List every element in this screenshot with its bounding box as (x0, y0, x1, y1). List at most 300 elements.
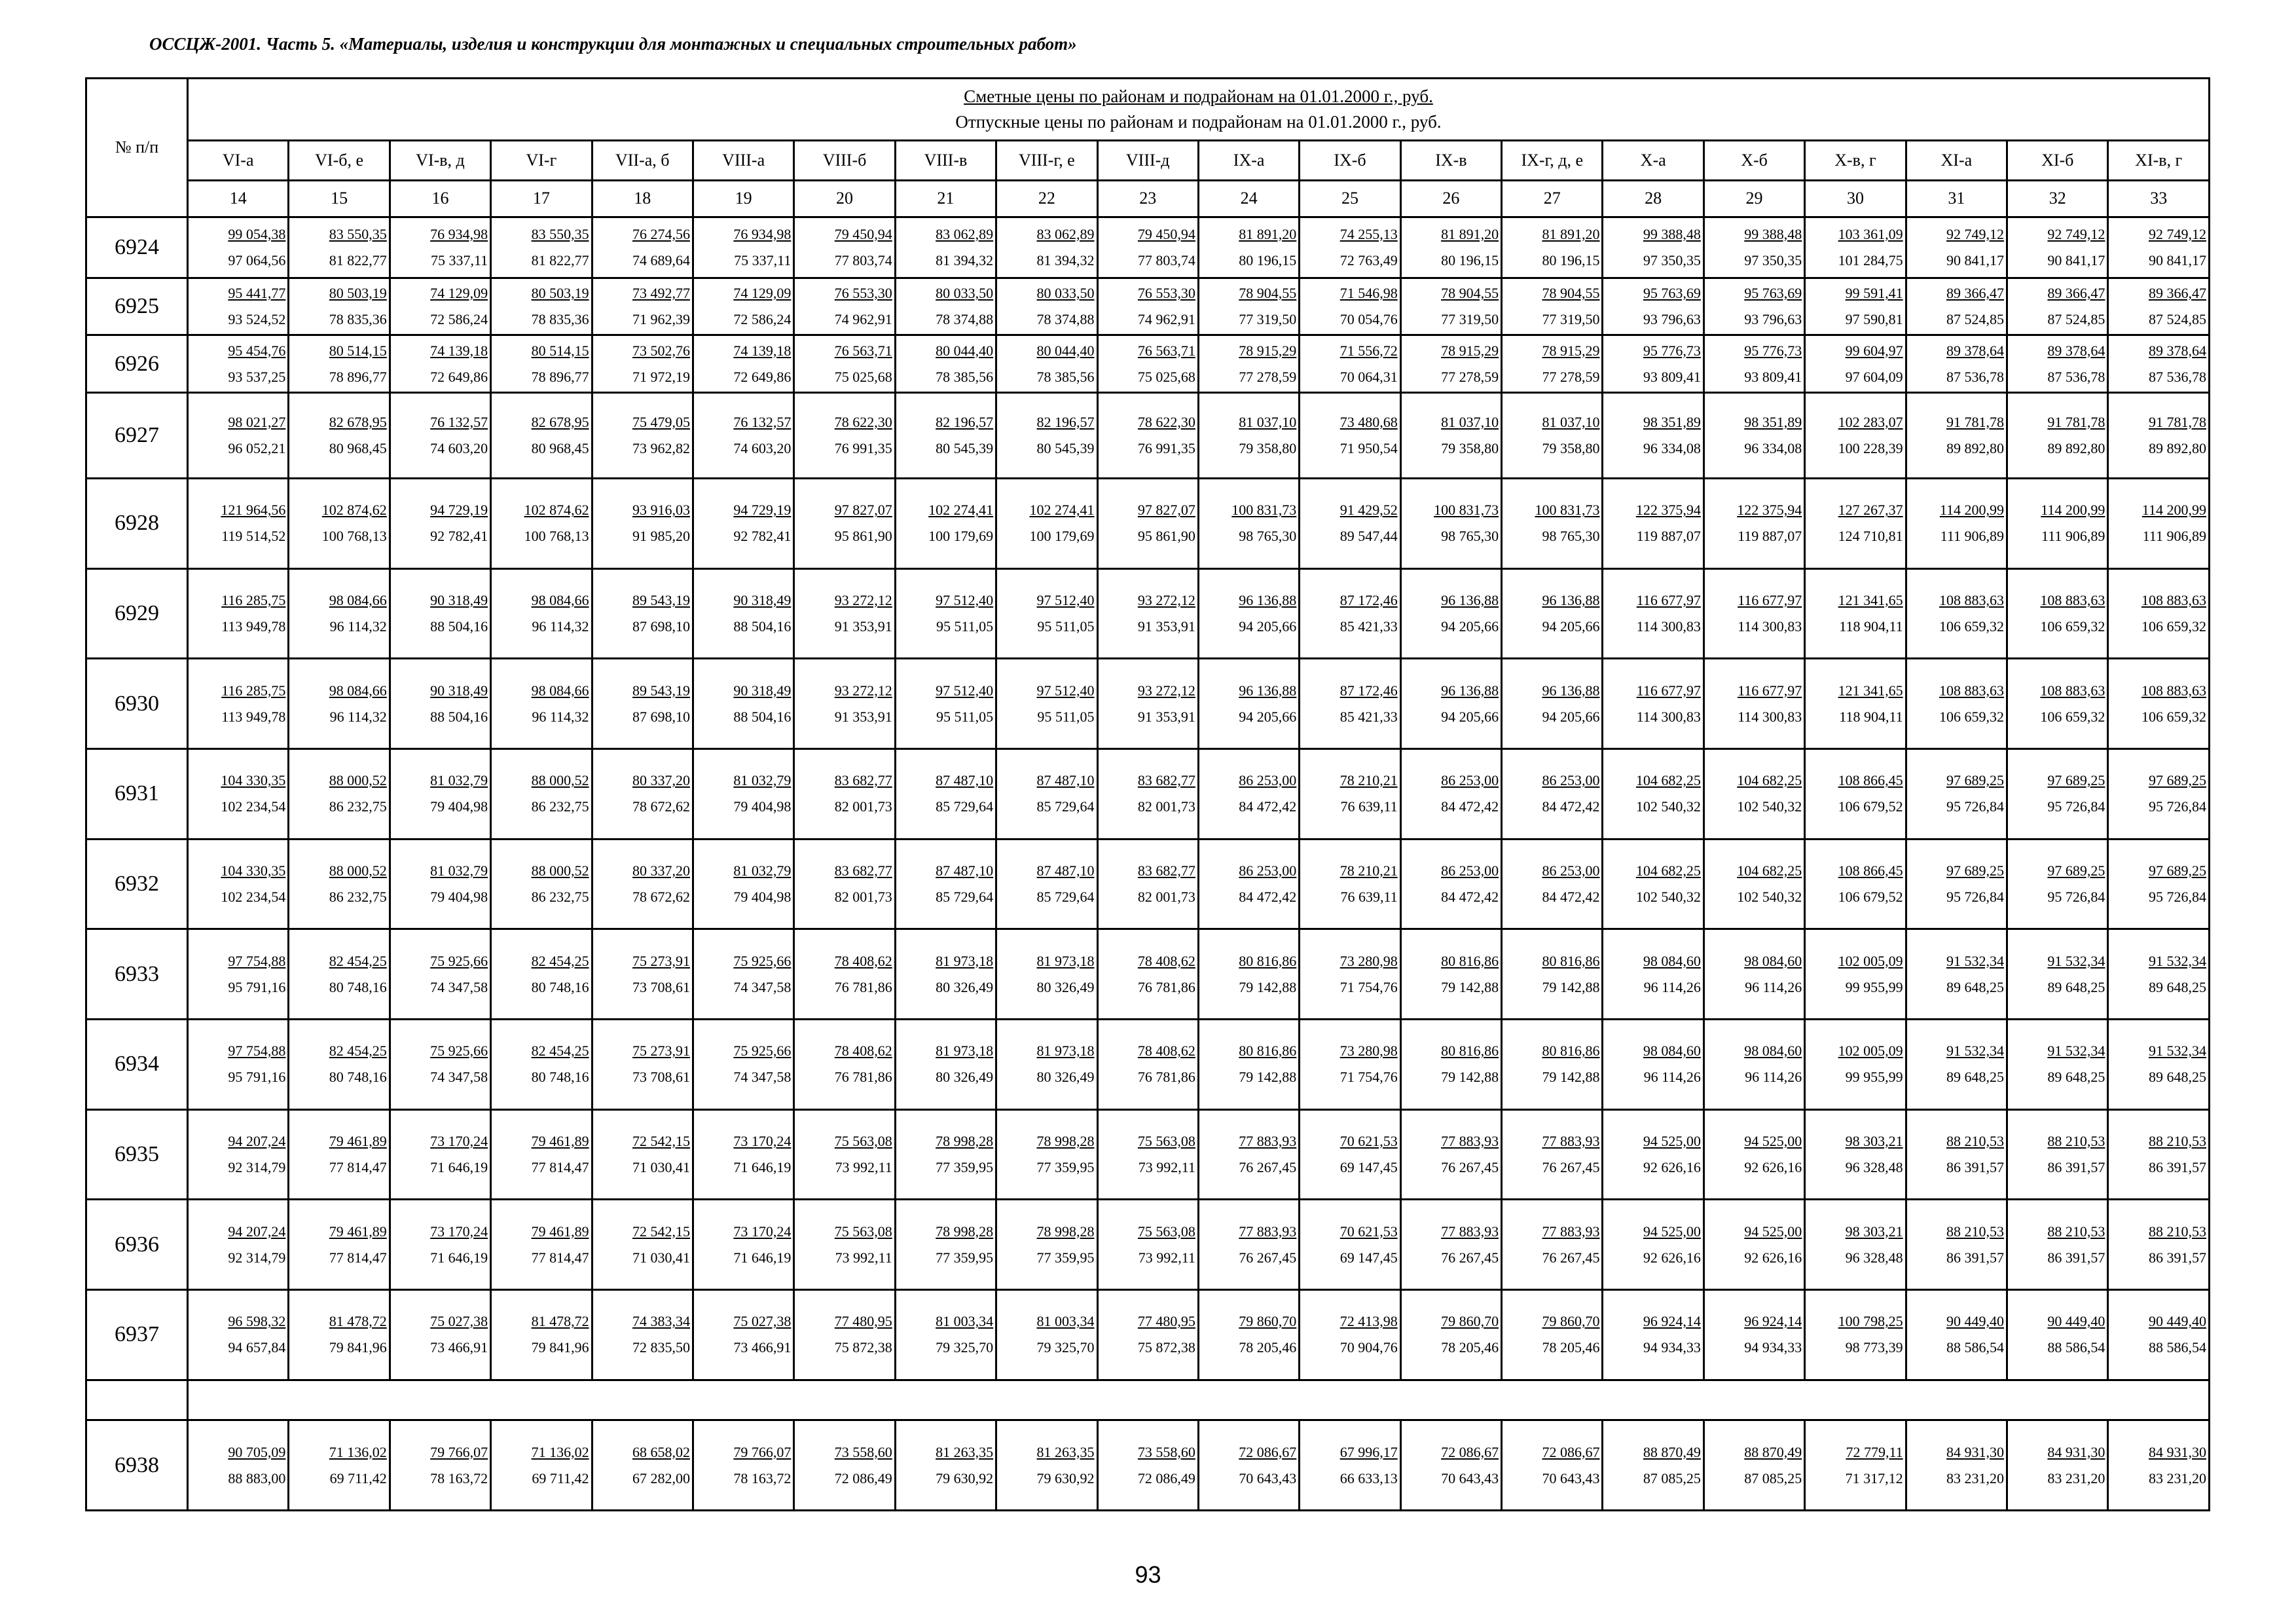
release-price: 79 358,80 (1239, 439, 1297, 456)
estimated-price: 78 408,62 (1137, 1043, 1195, 1060)
release-price: 86 232,75 (531, 798, 589, 815)
price-cell (1502, 1020, 1603, 1110)
price-cell (491, 217, 592, 278)
price-cell (1300, 1109, 1400, 1200)
estimated-price: 88 210,53 (1946, 1223, 2005, 1240)
price-cell (1097, 1200, 1198, 1290)
release-price: 96 114,26 (1745, 978, 1802, 995)
price-cell (1805, 479, 1906, 569)
price-cell (2007, 1020, 2108, 1110)
estimated-price: 72 413,98 (1339, 1313, 1398, 1330)
estimated-price: 87 487,10 (936, 772, 994, 789)
estimated-price: 81 891,20 (1542, 225, 1600, 242)
estimated-price: 74 255,13 (1339, 225, 1398, 242)
price-cell (895, 392, 996, 478)
release-price: 96 052,21 (228, 439, 286, 456)
release-price: 83 231,20 (2047, 1469, 2105, 1486)
estimated-price: 97 689,25 (1946, 862, 2005, 879)
estimated-price: 90 318,49 (733, 592, 792, 609)
release-price: 74 347,58 (733, 1069, 792, 1086)
row-id: 6930 (86, 659, 188, 749)
estimated-price: 75 027,38 (733, 1313, 792, 1330)
estimated-price: 93 272,12 (834, 592, 892, 609)
release-price: 78 385,56 (936, 368, 994, 385)
release-price: 88 586,54 (2148, 1339, 2206, 1356)
price-cell (390, 1420, 490, 1511)
release-price: 76 781,86 (1137, 1069, 1195, 1086)
release-price: 97 590,81 (1845, 311, 1903, 328)
estimated-price: 87 172,46 (1339, 592, 1398, 609)
estimated-price: 89 366,47 (2047, 285, 2105, 302)
estimated-price: 89 378,64 (2148, 342, 2206, 359)
estimated-price: 94 207,24 (228, 1223, 286, 1240)
estimated-price: 86 253,00 (1542, 862, 1600, 879)
estimated-price: 96 136,88 (1542, 682, 1600, 699)
estimated-price: 88 000,52 (531, 772, 589, 789)
estimated-price: 91 532,34 (2148, 952, 2206, 969)
release-price: 78 163,72 (733, 1469, 792, 1486)
price-cell (2108, 568, 2210, 659)
price-cell (996, 278, 1097, 335)
release-price: 77 803,74 (834, 251, 892, 268)
estimated-price: 88 210,53 (2047, 1132, 2105, 1149)
release-price: 102 540,32 (1635, 889, 1701, 906)
price-cell (1603, 568, 1704, 659)
estimated-price: 89 366,47 (1946, 285, 2005, 302)
release-price: 79 142,88 (1441, 1069, 1499, 1086)
price-cell (996, 1420, 1097, 1511)
release-price: 91 353,91 (1137, 618, 1195, 635)
price-cell (1704, 929, 1804, 1020)
estimated-price: 75 027,38 (430, 1313, 488, 1330)
separator-row (86, 1380, 2210, 1420)
release-price: 77 814,47 (329, 1158, 387, 1175)
release-price: 75 872,38 (1137, 1339, 1195, 1356)
region-header: X-а (1603, 140, 1704, 181)
estimated-price: 76 132,57 (430, 413, 488, 430)
estimated-price: 99 591,41 (1845, 285, 1903, 302)
column-number: 30 (1805, 181, 1906, 217)
release-price: 88 586,54 (1946, 1339, 2005, 1356)
release-price: 95 726,84 (1946, 889, 2005, 906)
release-price: 88 504,16 (733, 618, 792, 635)
price-cell (1198, 392, 1299, 478)
estimated-price: 98 303,21 (1845, 1132, 1903, 1149)
price-cell (2108, 217, 2210, 278)
estimated-price: 95 763,69 (1744, 285, 1802, 302)
estimated-price: 71 556,72 (1339, 342, 1398, 359)
estimated-price: 88 210,53 (2047, 1223, 2105, 1240)
estimated-price: 80 514,15 (329, 342, 387, 359)
estimated-price: 104 682,25 (1737, 772, 1802, 789)
release-price: 72 649,86 (733, 368, 792, 385)
release-price: 71 030,41 (632, 1249, 690, 1266)
estimated-price: 97 512,40 (936, 592, 994, 609)
release-price: 93 796,63 (1744, 311, 1802, 328)
release-price: 98 765,30 (1239, 528, 1297, 545)
estimated-price: 116 285,75 (221, 592, 286, 609)
price-cell (2007, 1289, 2108, 1380)
column-number: 19 (693, 181, 793, 217)
price-table-container (85, 77, 2208, 1511)
estimated-price: 79 461,89 (329, 1223, 387, 1240)
price-cell (491, 1289, 592, 1380)
price-cell (996, 392, 1097, 478)
release-price: 98 765,30 (1441, 528, 1499, 545)
release-price: 87 536,78 (1946, 368, 2005, 385)
separator-cell (86, 1380, 188, 1420)
estimated-price: 78 622,30 (834, 413, 892, 430)
price-cell (289, 1109, 390, 1200)
estimated-price: 96 136,88 (1239, 592, 1297, 609)
price-cell (1400, 839, 1501, 929)
estimated-price: 83 682,77 (834, 772, 892, 789)
price-cell (1198, 568, 1299, 659)
estimated-price: 96 136,88 (1441, 592, 1499, 609)
estimated-price: 94 729,19 (733, 502, 792, 519)
price-cell (693, 568, 793, 659)
price-cell (1502, 392, 1603, 478)
estimated-price: 97 827,07 (834, 502, 892, 519)
region-header: IX-а (1198, 140, 1299, 181)
estimated-price: 88 210,53 (2148, 1223, 2206, 1240)
price-cell (1502, 217, 1603, 278)
release-price: 92 782,41 (430, 528, 488, 545)
price-cell (1097, 278, 1198, 335)
estimated-price: 88 000,52 (531, 862, 589, 879)
price-cell (693, 335, 793, 392)
estimated-price: 98 351,89 (1643, 413, 1701, 430)
price-cell (794, 335, 895, 392)
price-cell (1097, 217, 1198, 278)
release-price: 73 708,61 (632, 1069, 690, 1086)
price-cell (1603, 335, 1704, 392)
release-price: 113 949,78 (221, 708, 286, 725)
release-price: 95 791,16 (228, 1069, 286, 1086)
release-price: 79 142,88 (1239, 978, 1297, 995)
price-cell (1502, 839, 1603, 929)
price-cell (693, 1020, 793, 1110)
estimated-price: 91 781,78 (2148, 413, 2206, 430)
release-price: 87 524,85 (2047, 311, 2105, 328)
price-cell (794, 278, 895, 335)
estimated-price: 108 883,63 (2141, 682, 2206, 699)
release-price: 97 064,56 (228, 251, 286, 268)
release-price: 90 841,17 (1946, 251, 2005, 268)
table-row (86, 1020, 2210, 1110)
price-cell (794, 1109, 895, 1200)
estimated-price: 81 263,35 (936, 1443, 994, 1460)
release-price: 111 906,89 (2041, 528, 2105, 545)
estimated-price: 90 449,40 (2148, 1313, 2206, 1330)
release-price: 69 147,45 (1339, 1249, 1398, 1266)
price-cell (188, 392, 289, 478)
estimated-price: 98 084,60 (1643, 952, 1701, 969)
estimated-price: 78 622,30 (1137, 413, 1195, 430)
estimated-price: 114 200,99 (2141, 502, 2206, 519)
estimated-price: 96 598,32 (228, 1313, 286, 1330)
estimated-price: 79 860,70 (1239, 1313, 1297, 1330)
price-cell (289, 659, 390, 749)
estimated-price: 82 196,57 (936, 413, 994, 430)
price-cell (2108, 278, 2210, 335)
release-price: 93 809,41 (1744, 368, 1802, 385)
release-price: 82 001,73 (1137, 798, 1195, 815)
release-price: 76 991,35 (834, 439, 892, 456)
price-cell (188, 217, 289, 278)
price-cell (895, 479, 996, 569)
estimated-price: 78 998,28 (936, 1223, 994, 1240)
region-header: XI-а (1906, 140, 2007, 181)
estimated-price: 73 502,76 (632, 342, 690, 359)
estimated-price: 97 689,25 (2047, 862, 2105, 879)
price-cell (390, 278, 490, 335)
price-cell (188, 1420, 289, 1511)
estimated-price: 80 033,50 (936, 285, 994, 302)
release-price: 118 904,11 (1839, 708, 1903, 725)
release-price: 106 679,52 (1838, 889, 1903, 906)
estimated-price: 74 129,09 (430, 285, 488, 302)
release-price: 87 536,78 (2148, 368, 2206, 385)
release-price: 89 547,44 (1339, 528, 1398, 545)
price-cell (1805, 278, 1906, 335)
release-price: 86 391,57 (1946, 1249, 2005, 1266)
release-price: 78 896,77 (329, 368, 387, 385)
price-cell (794, 1289, 895, 1380)
estimated-price: 79 860,70 (1542, 1313, 1600, 1330)
release-price: 89 648,25 (2148, 978, 2206, 995)
release-price: 106 659,32 (2040, 618, 2105, 635)
estimated-price: 78 210,21 (1339, 862, 1398, 879)
release-price: 77 803,74 (1137, 251, 1195, 268)
price-cell (1300, 335, 1400, 392)
release-price: 96 328,48 (1845, 1158, 1903, 1175)
estimated-price: 79 461,89 (531, 1132, 589, 1149)
price-cell (188, 479, 289, 569)
price-cell (1400, 1020, 1501, 1110)
price-cell (1906, 839, 2007, 929)
release-price: 72 086,49 (1137, 1469, 1195, 1486)
release-price: 95 791,16 (228, 978, 286, 995)
release-price: 74 347,58 (430, 1069, 488, 1086)
release-price: 87 085,25 (1744, 1469, 1802, 1486)
release-price: 94 205,66 (1542, 618, 1600, 635)
price-cell (1502, 278, 1603, 335)
region-header: IX-г, д, е (1502, 140, 1603, 181)
estimated-price: 102 874,62 (524, 502, 589, 519)
estimated-price: 84 931,30 (2047, 1443, 2105, 1460)
estimated-price: 73 280,98 (1339, 952, 1398, 969)
estimated-price: 76 934,98 (733, 225, 792, 242)
release-price-caption: Отпускные цены по районам и подрайонам на 01.01.2000 г., руб. (955, 111, 1442, 132)
price-cell (1502, 659, 1603, 749)
price-cell (2007, 929, 2108, 1020)
price-cell (1906, 568, 2007, 659)
release-price: 92 782,41 (733, 528, 792, 545)
estimated-price: 98 084,66 (329, 682, 387, 699)
price-cell (188, 568, 289, 659)
estimated-price: 80 816,86 (1542, 952, 1600, 969)
estimated-price: 83 062,89 (936, 225, 994, 242)
estimated-price: 77 883,93 (1239, 1132, 1297, 1149)
release-price: 93 809,41 (1643, 368, 1701, 385)
estimated-price: 72 086,67 (1441, 1443, 1499, 1460)
release-price: 72 835,50 (632, 1339, 690, 1356)
estimated-price: 83 550,35 (329, 225, 387, 242)
price-cell (1906, 335, 2007, 392)
estimated-price: 94 525,00 (1643, 1132, 1701, 1149)
estimated-price: 75 273,91 (632, 1043, 690, 1060)
release-price: 84 472,42 (1239, 798, 1297, 815)
price-cell (1400, 392, 1501, 478)
estimated-price: 81 037,10 (1239, 413, 1297, 430)
price-cell (2108, 392, 2210, 478)
release-price: 91 353,91 (834, 618, 892, 635)
release-price: 84 472,42 (1441, 798, 1499, 815)
estimated-price: 89 366,47 (2148, 285, 2206, 302)
price-cell (693, 1289, 793, 1380)
release-price: 94 205,66 (1441, 618, 1499, 635)
estimated-price: 88 870,49 (1744, 1443, 1802, 1460)
price-cell (390, 217, 490, 278)
price-cell (491, 479, 592, 569)
estimated-price: 97 512,40 (936, 682, 994, 699)
release-price: 74 689,64 (632, 251, 690, 268)
region-header: X-б (1704, 140, 1804, 181)
estimated-price: 68 658,02 (632, 1443, 690, 1460)
release-price: 85 421,33 (1339, 708, 1398, 725)
estimated-price: 94 525,00 (1744, 1223, 1802, 1240)
estimated-price: 102 874,62 (321, 502, 387, 519)
price-cell (390, 335, 490, 392)
price-cell (289, 217, 390, 278)
release-price: 106 659,32 (1939, 708, 2005, 725)
table-row (86, 839, 2210, 929)
release-price: 77 814,47 (531, 1158, 589, 1175)
price-cell (2007, 568, 2108, 659)
price-cell (1603, 1200, 1704, 1290)
price-cell (2007, 335, 2108, 392)
price-cell (1097, 479, 1198, 569)
price-cell (390, 479, 490, 569)
price-cell (1906, 1109, 2007, 1200)
release-price: 124 710,81 (1838, 528, 1903, 545)
table-row (86, 568, 2210, 659)
release-price: 89 892,80 (2148, 439, 2206, 456)
estimated-price: 97 512,40 (1036, 682, 1095, 699)
price-cell (1198, 1020, 1299, 1110)
release-price: 80 196,15 (1542, 251, 1600, 268)
price-cell (693, 392, 793, 478)
release-price: 79 404,98 (733, 798, 792, 815)
price-cell (289, 479, 390, 569)
release-price: 90 841,17 (2047, 251, 2105, 268)
release-price: 79 325,70 (936, 1339, 994, 1356)
estimated-price: 77 883,93 (1542, 1132, 1600, 1149)
release-price: 78 835,36 (329, 311, 387, 328)
price-cell (289, 1289, 390, 1380)
estimated-price: 92 749,12 (2148, 225, 2206, 242)
estimated-price: 122 375,94 (1737, 502, 1802, 519)
release-price: 75 872,38 (834, 1339, 892, 1356)
release-price: 79 404,98 (733, 889, 792, 906)
estimated-price: 83 682,77 (1137, 862, 1195, 879)
row-number-header: № п/п (86, 79, 188, 217)
column-number: 14 (188, 181, 289, 217)
release-price: 77 359,95 (1036, 1158, 1095, 1175)
release-price: 92 626,16 (1643, 1249, 1701, 1266)
price-cell (2108, 1109, 2210, 1200)
release-price: 93 796,63 (1643, 311, 1701, 328)
estimated-price: 81 973,18 (936, 952, 994, 969)
row-id: 6931 (86, 749, 188, 840)
release-price: 97 350,35 (1744, 251, 1802, 268)
release-price: 73 992,11 (1138, 1249, 1195, 1266)
estimated-price: 76 563,71 (1137, 342, 1195, 359)
price-cell (794, 392, 895, 478)
price-cell (794, 839, 895, 929)
estimated-price: 86 253,00 (1542, 772, 1600, 789)
release-price: 96 334,08 (1643, 439, 1701, 456)
estimated-price: 100 831,73 (1434, 502, 1499, 519)
price-cell (1502, 335, 1603, 392)
estimated-price: 98 351,89 (1744, 413, 1802, 430)
estimated-price: 75 479,05 (632, 413, 690, 430)
estimated-price: 81 263,35 (1036, 1443, 1095, 1460)
estimated-price: 80 337,20 (632, 862, 690, 879)
price-cell (693, 659, 793, 749)
price-cell (996, 839, 1097, 929)
price-cell (1805, 749, 1906, 840)
estimated-price: 75 563,08 (834, 1132, 892, 1149)
price-cell (1906, 929, 2007, 1020)
row-id: 6933 (86, 929, 188, 1020)
release-price: 71 317,12 (1845, 1469, 1903, 1486)
table-row (86, 749, 2210, 840)
table-row (86, 659, 2210, 749)
estimated-price: 91 781,78 (2047, 413, 2105, 430)
release-price: 100 228,39 (1838, 439, 1903, 456)
release-price: 72 086,49 (834, 1469, 892, 1486)
estimated-price: 73 480,68 (1339, 413, 1398, 430)
price-cell (996, 659, 1097, 749)
release-price: 81 394,32 (936, 251, 994, 268)
price-cell (693, 278, 793, 335)
price-cell (491, 335, 592, 392)
column-number: 31 (1906, 181, 2007, 217)
release-price: 75 025,68 (834, 368, 892, 385)
estimated-price: 121 341,65 (1838, 592, 1903, 609)
price-cell (2108, 335, 2210, 392)
release-price: 80 545,39 (936, 439, 994, 456)
price-cell (895, 929, 996, 1020)
release-price: 96 114,26 (1643, 1069, 1701, 1086)
release-price: 114 300,83 (1636, 618, 1701, 635)
price-cell (592, 479, 693, 569)
region-header: VI-б, е (289, 140, 390, 181)
estimated-price: 90 318,49 (733, 682, 792, 699)
price-cell (1906, 1289, 2007, 1380)
release-price: 80 748,16 (531, 1069, 589, 1086)
release-price: 75 337,11 (734, 251, 792, 268)
region-header: VIII-г, е (996, 140, 1097, 181)
estimated-price: 82 454,25 (329, 1043, 387, 1060)
price-cell (1805, 1109, 1906, 1200)
release-price: 78 672,62 (632, 798, 690, 815)
release-price: 80 968,45 (329, 439, 387, 456)
release-price: 91 353,91 (834, 708, 892, 725)
estimated-price: 92 749,12 (1946, 225, 2005, 242)
